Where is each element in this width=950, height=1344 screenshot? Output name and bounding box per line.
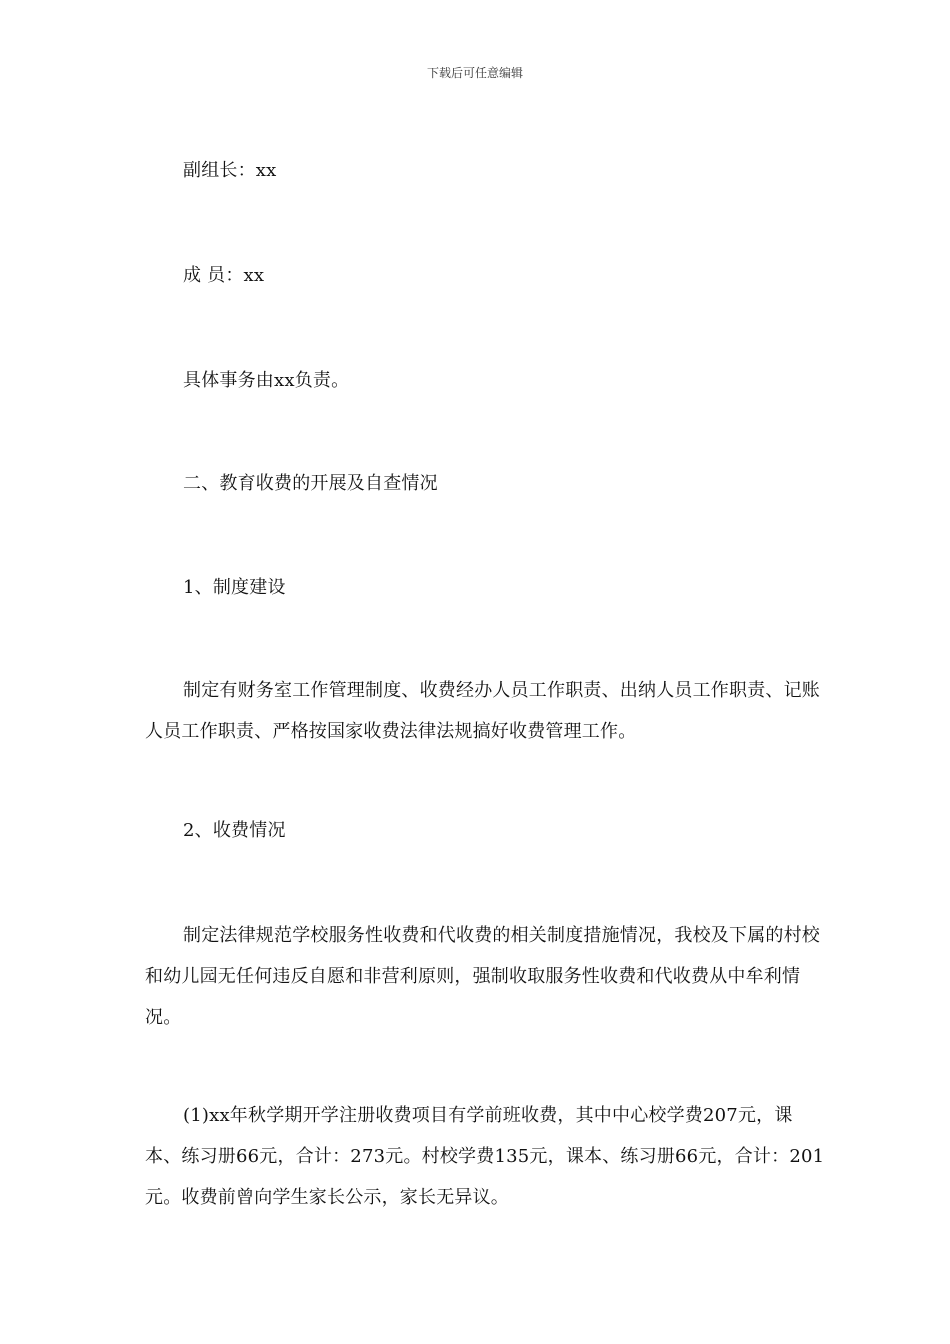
paragraph-deputy-leader: 副组长：xx: [183, 160, 277, 181]
subsection-heading-charges: 2、收费情况: [183, 820, 286, 841]
paragraph-system-body: 制定有财务室工作管理制度、收费经办人员工作职责、出纳人员工作职责、记账人员工作职责、严格按国家收费法律法规搞好收费管理工作。: [145, 680, 820, 742]
paragraph-members: 成 员：xx: [183, 265, 265, 286]
paragraph-autumn-fees: (1)xx年秋学期开学注册收费项目有学前班收费，其中中心校学费207元，课本、练习册66元，合计：273元。村校学费135元，课本、练习册66元，合计：201元。收费前曾向学生家长公示，家长无异议。: [145, 1105, 825, 1208]
paragraph-responsible: 具体事务由xx负责。: [183, 370, 350, 391]
section-heading-fees: 二、教育收费的开展及自查情况: [183, 473, 438, 494]
subsection-heading-system: 1、制度建设: [183, 577, 286, 598]
paragraph-charges-body: 制定法律规范学校服务性收费和代收费的相关制度措施情况，我校及下属的村校和幼儿园无任何违反自愿和非营利原则，强制收取服务性收费和代收费从中牟利情况。: [145, 925, 820, 1028]
page-header: 下载后可任意编辑: [426, 66, 523, 80]
